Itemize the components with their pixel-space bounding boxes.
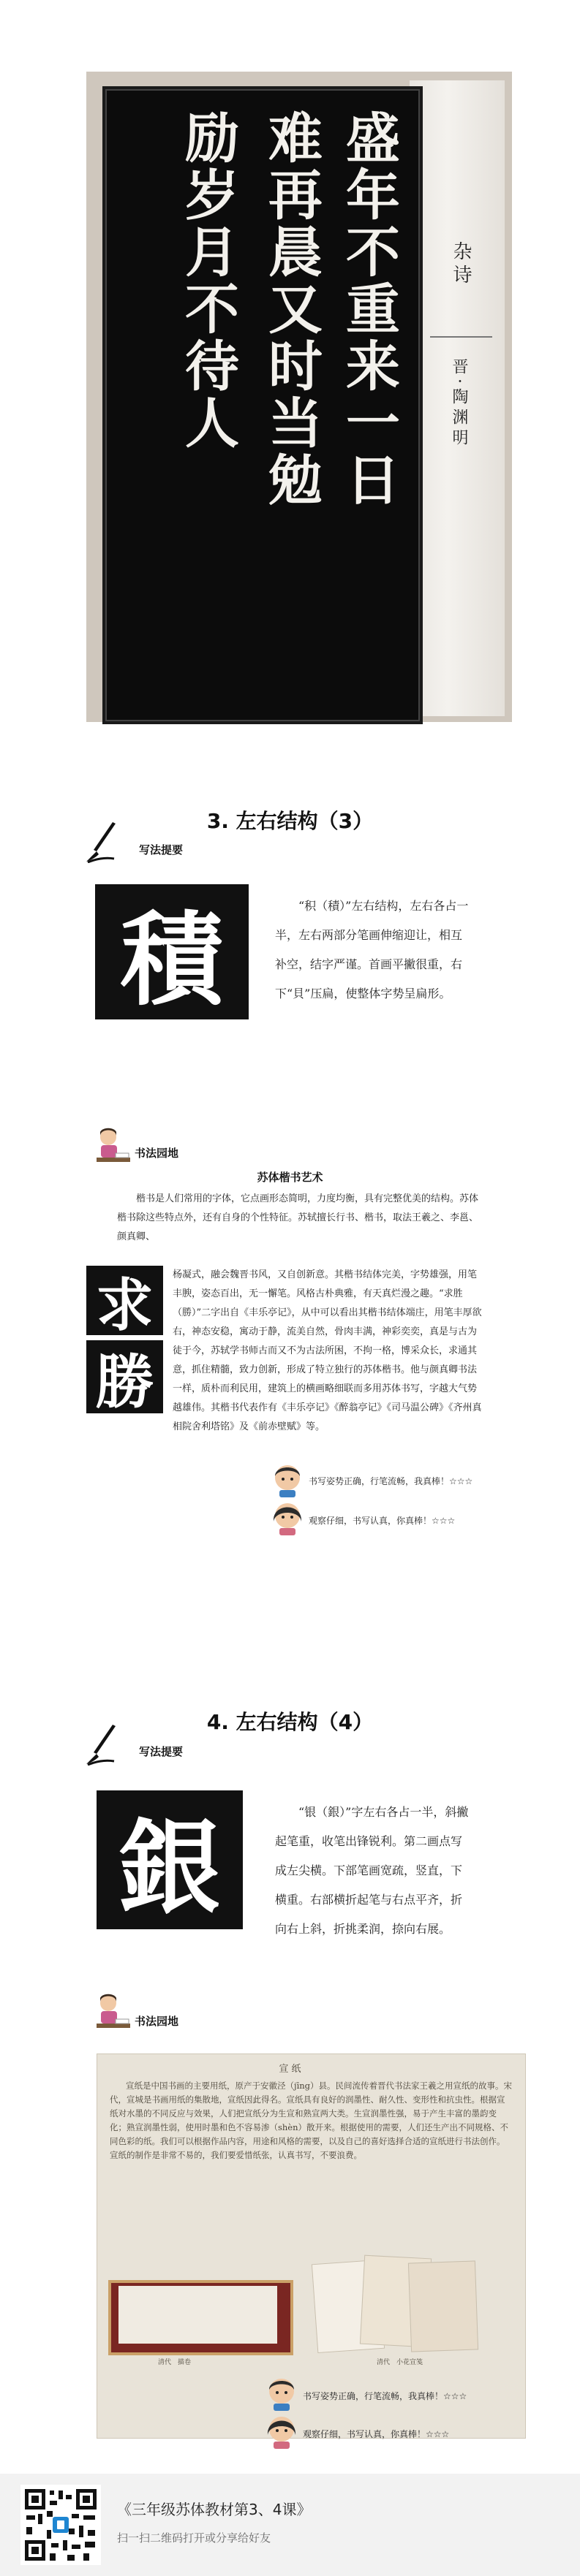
section-3-title: 3. 左右结构（3） — [206, 809, 374, 833]
section-4-title: 4. 左右结构（4） — [206, 1710, 374, 1734]
xuan-text: 宣纸是中国书画的主要用纸，原产于安徽泾（jīng）县。民间流传着晋代书法家王羲之用宣纸的故事。宋代，宣城是书画用纸的集散地，宣纸因此得名。宣纸具有良好的润墨性、耐久性、变形性和抗虫性。根据宣纸对水墨的不同反应与效果，人们把宣纸分为生宣和熟宣两大类。生宣润墨性强，易于产生丰富的墨韵变化；熟宣润墨性弱，使用时墨和色不容易渗（shèn）散开来。根据使用的需要，人们还生产出不同规格、不同色彩的纸。我们可以根据作品内容，用途和风格的需要，以及自己的喜好选择合适的宣纸进行书法创作。宣纸的制作是非常不易的，我们要爱惜纸张，认真书写，不要浪费。 — [110, 2081, 513, 2160]
section-4-garden-label: 书法园地 — [135, 2015, 179, 2028]
footer-title: 《三年级苏体教材第3、4课》 — [117, 2501, 312, 2518]
calligraphy-column-2: 难再晨又时当勉 — [260, 110, 323, 509]
boy-avatar-icon — [265, 2375, 298, 2412]
boy-avatar-icon — [271, 1462, 304, 1498]
brush-icon — [86, 822, 120, 863]
girl-avatar-icon — [265, 2413, 298, 2450]
child-writing-icon — [94, 1991, 132, 2032]
child-writing-icon — [94, 1125, 132, 1166]
girl-avatar-icon — [271, 1500, 304, 1536]
caption-right: 清代 小花宣笺 — [377, 2359, 423, 2366]
garden-char-sheng: 勝 — [86, 1340, 163, 1413]
calligraphy-column-3: 励岁月不待人 — [176, 110, 240, 452]
section-3-tips-label: 写法提要 — [139, 843, 184, 856]
calligraphy-column-1: 盛年不重来一日 — [337, 110, 401, 509]
section-3-description: “积（積）”左右结构，左右各占一半，左右两部分笔画伸缩迎让，相互补空，结字严谨。首画平撇很重，右下“貝”压扁，使整体字势呈扁形。 — [275, 899, 469, 1000]
garden-text-side: 杨凝式，融会魏晋书风，又自创新意。其楷书结体完美，字势雄强，用笔丰腴，姿态百出，无一懈笔。风格古朴典雅，有天真烂漫之趣。“求胜（勝）”二字出自《丰乐亭记》，从中可以看出其楷书结体端庄，用笔丰厚欲右，神态安稳，寓动于静，流美自然，骨肉丰满，神彩奕奕，真是与古为徒于今，苏轼学书师古而又不为古法所困，不拘一格，博采众长，求通其意，抓住精髓，致力创新，形成了特立独行的苏体楷书。他与颜真卿书法一样，质朴而利民用，建筑上的横画略细联而多用苏体书写，字越大气势越雄伟。其楷书代表作有《丰乐亭记》《醉翁亭记》《司马温公碑》《齐州真相院舍利塔铭》及《前赤壁赋》等。 — [173, 1269, 482, 1432]
poem-divider — [430, 336, 492, 338]
section-4-tips-label: 写法提要 — [139, 1745, 184, 1758]
feedback-other-2: 观察仔细，书写认真，你真棒！☆☆☆ — [303, 2429, 450, 2439]
garden-article-title: 苏体楷书艺术 — [257, 1171, 323, 1184]
poem-author: 晋·陶渊明 — [450, 358, 468, 449]
qr-code-icon[interactable] — [20, 2485, 101, 2565]
feedback-self-1: 书写姿势正确，行笔流畅，我真棒！☆☆☆ — [309, 1476, 473, 1486]
section-3-garden-label: 书法园地 — [135, 1147, 179, 1160]
poem-title: 杂诗 — [450, 241, 472, 288]
scroll-paper — [118, 2286, 277, 2344]
feedback-self-2: 书写姿势正确，行笔流畅，我真棒！☆☆☆ — [303, 2391, 467, 2401]
footer-subtitle: 扫一扫二维码打开或分享给好友 — [117, 2531, 271, 2545]
section-4-description: “银（銀）”字左右各占一半，斜撇起笔重，收笔出锋锐利。第二画点写成左尖横。下部笔画宽疏，竖直，下横重。右部横折起笔与右点平齐，折向右上斜，折挑柔润，捺向右展。 — [275, 1805, 469, 1936]
feedback-other-1: 观察仔细，书写认真，你真棒！☆☆☆ — [309, 1516, 456, 1526]
brush-icon — [86, 1725, 120, 1766]
garden-text-top: 楷书是人们常用的字体，它点画形态简明，力度均衡，具有完整优美的结构。苏体楷书除这些特点外，还有自身的个性特征。苏轼擅长行书、楷书，取法王羲之、李邕、颜真卿、 — [117, 1193, 479, 1242]
xuan-title: 宣 纸 — [279, 2064, 301, 2075]
garden-char-qiu: 求 — [86, 1266, 163, 1335]
section-4-example-char: 銀 — [97, 1790, 243, 1929]
section-3-example-char: 積 — [95, 884, 249, 1019]
paper-sheet-3 — [408, 2260, 478, 2352]
caption-left: 清代 描卷 — [158, 2359, 192, 2366]
